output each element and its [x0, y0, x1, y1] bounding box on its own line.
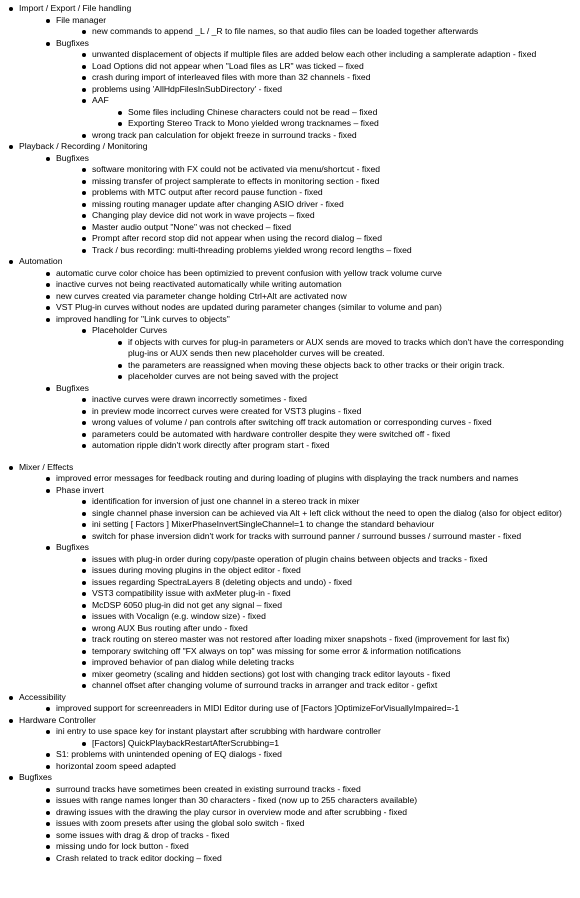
- subsection-item-text: Phase invert: [56, 484, 104, 495]
- subsection-item: [45, 795, 580, 807]
- list-item: [81, 508, 580, 520]
- bullet-list-level-3: [81, 394, 580, 452]
- list-item-text: single channel phase inversion can be achieved via Alt + left click without the need to open the dialog (also for object editor): [92, 507, 562, 518]
- list-item: [81, 646, 580, 658]
- bullet-list-level-3: [81, 164, 580, 256]
- subsection-item: [45, 807, 580, 819]
- section-heading: [8, 256, 580, 452]
- list-item-text: issues with Vocalign (e.g. window size) - fixed: [92, 611, 266, 621]
- list-item: [81, 84, 580, 96]
- list-item: [81, 565, 580, 577]
- list-item: [117, 371, 580, 383]
- subsection-item-text: Bugfixes: [56, 382, 89, 393]
- list-item-text: Exporting Stereo Track to Mono yielded wrong tracknames – fixed: [128, 118, 379, 128]
- subsection-item: [45, 542, 580, 692]
- list-item-text: the parameters are reassigned when moving these objects back to other tracks or their origin track.: [128, 359, 505, 370]
- list-item: [81, 176, 580, 188]
- list-item-text: improved behavior of pan dialog while deleting tracks: [92, 657, 295, 667]
- subsection-item-text: new curves created via parameter change holding Ctrl+Alt are activated now: [56, 290, 347, 301]
- subsection-item-text: some issues with drag & drop of tracks - fixed: [56, 829, 230, 840]
- subsection-list: [45, 268, 580, 452]
- bullet-list-level-3: [81, 26, 580, 38]
- subsection-item-text: inactive curves not being reactivated automatically while writing automation: [56, 279, 342, 289]
- subsection-item: [45, 853, 580, 865]
- subsection-item: [45, 291, 580, 303]
- subsection-item: [45, 703, 580, 715]
- subsection-item-text: issues with range names longer than 30 characters - fixed (now up to 255 characters available): [56, 795, 418, 805]
- subsection-item: [45, 314, 580, 383]
- subsection-list: [45, 153, 580, 257]
- list-item: [81, 531, 580, 543]
- list-item-text: mixer geometry (scaling and hidden sections) got lost with changing track editor layouts - fixed: [92, 668, 451, 679]
- list-item: [81, 164, 580, 176]
- list-item-text: temporary switching off "FX always on top" was missing for some error & information notifications: [92, 645, 461, 656]
- list-item-text: if objects with curves for plug-in parameters or AUX sends are moved to tracks which don't have the corresponding plug-ins or AUX sends then new placeholder curves will be created.: [128, 336, 564, 358]
- subsection-item-text: ini entry to use space key for instant playstart after scrubbing with hardware controller: [56, 726, 381, 736]
- list-item-text: unwanted displacement of objects if multiple files are added below each other including a samplerate adaption - fixed: [92, 49, 537, 59]
- list-item: [81, 245, 580, 257]
- subsection-item-text: improved error messages for feedback routing and during loading of plugins with displaying the track numbers and names: [56, 473, 519, 483]
- list-item-text: issues with plug-in order during copy/paste operation of plugin chains between objects and tracks - fixed: [92, 553, 488, 564]
- list-item-text: Placeholder Curves: [92, 325, 167, 335]
- subsection-item: [45, 473, 580, 485]
- list-item: [81, 634, 580, 646]
- list-item-text: in preview mode incorrect curves were created for VST3 plugins - fixed: [92, 405, 362, 416]
- section-list: [8, 3, 580, 864]
- subsection-item: [45, 726, 580, 749]
- list-item: [81, 600, 580, 612]
- list-item: [117, 337, 580, 360]
- list-item-text: channel offset after changing volume of surround tracks in arranger and track editor - gefixt: [92, 680, 438, 690]
- list-item: [81, 61, 580, 73]
- section-heading-text: Bugfixes: [19, 772, 52, 782]
- subsection-list: [45, 703, 580, 715]
- list-item: [81, 417, 580, 429]
- section-heading: [8, 462, 580, 692]
- subsection-item: [45, 830, 580, 842]
- subsection-list: [45, 473, 580, 692]
- bullet-list-level-4: [117, 107, 580, 130]
- list-item: [81, 406, 580, 418]
- list-item: [117, 107, 580, 119]
- list-item-text: missing transfer of project samplerate to effects in monitoring section - fixed: [92, 175, 380, 186]
- subsection-item: [45, 485, 580, 543]
- list-item-text: problems with MTC output after record pause function - fixed: [92, 187, 323, 197]
- section-heading-text: Accessibility: [19, 691, 66, 702]
- list-item-text: switch for phase inversion didn't work for tracks with surround panner / surround busses / surround master - fixed: [92, 530, 522, 541]
- subsection-item: [45, 841, 580, 853]
- list-item: [81, 233, 580, 245]
- subsection-item-text: improved support for screenreaders in MIDI Editor during use of [Factors ]OptimizeForVisuallyImpaired=-1: [56, 703, 460, 713]
- subsection-item-text: improved handling for "Link curves to objects": [56, 313, 230, 324]
- list-item-text: wrong track pan calculation for objekt freeze in surround tracks - fixed: [92, 129, 357, 140]
- list-item: [81, 72, 580, 84]
- list-item: [81, 577, 580, 589]
- section-heading: [8, 715, 580, 773]
- list-item: [81, 738, 580, 750]
- subsection-list: [45, 784, 580, 865]
- list-item: [81, 222, 580, 234]
- list-item-text: Prompt after record stop did not appear when using the record dialog – fixed: [92, 233, 382, 243]
- list-item-text: automation ripple didn't work directly after program start - fixed: [92, 440, 330, 450]
- section-heading-text: Automation: [19, 256, 63, 266]
- list-item-text: Load Options did not appear when "Load files as LR" was ticked – fixed: [92, 60, 364, 71]
- subsection-list: [45, 726, 580, 772]
- subsection-item: [45, 761, 580, 773]
- subsection-item-text: Bugfixes: [56, 152, 89, 163]
- subsection-item: [45, 784, 580, 796]
- section-heading-text: Playback / Recording / Monitoring: [19, 141, 148, 151]
- section-heading: [8, 141, 580, 256]
- list-item: [81, 210, 580, 222]
- subsection-item-text: automatic curve color choice has been optimizied to prevent confusion with yellow track volume curve: [56, 267, 442, 278]
- section-heading: [8, 772, 580, 864]
- list-item-text: placeholder curves are not being saved with the project: [128, 371, 339, 381]
- section-heading: [8, 692, 580, 715]
- list-item-text: McDSP 6050 plug-in did not get any signal – fixed: [92, 599, 282, 610]
- subsection-item: [45, 749, 580, 761]
- subsection-item: [45, 268, 580, 280]
- section-heading-text: Import / Export / File handling: [19, 3, 132, 13]
- list-item: [117, 360, 580, 372]
- list-item: [81, 49, 580, 61]
- subsection-item-text: surround tracks have sometimes been created in existing surround tracks - fixed: [56, 783, 361, 794]
- list-item-text: issues during moving plugins in the object editor - fixed: [92, 565, 301, 575]
- subsection-item-text: Bugfixes: [56, 542, 89, 552]
- subsection-item-text: missing undo for lock button - fixed: [56, 841, 189, 851]
- list-item: [81, 611, 580, 623]
- list-item: [81, 657, 580, 669]
- section-heading: [8, 3, 580, 141]
- subsection-item: [45, 15, 580, 38]
- subsection-item: [45, 38, 580, 142]
- list-item: [81, 187, 580, 199]
- list-item-text: Master audio output "None" was not checked – fixed: [92, 221, 292, 232]
- list-item: [81, 669, 580, 681]
- list-item-text: new commands to append _L / _R to file names, so that audio files can be loaded together afterwards: [92, 26, 479, 36]
- subsection-item: [45, 279, 580, 291]
- list-item: [117, 118, 580, 130]
- list-item-text: track routing on stereo master was not restored after loading mixer snapshots - fixed (improvement for last fix): [92, 634, 510, 644]
- list-item-text: inactive curves were drawn incorrectly sometimes - fixed: [92, 394, 307, 404]
- list-item-text: ini setting [ Factors ] MixerPhaseInvertSingleChannel=1 to change the standard behaviour: [92, 519, 435, 529]
- list-item: [81, 95, 580, 130]
- list-item-text: Track / bus recording: multi-threading problems yielded wrong record lengths – fixed: [92, 244, 412, 255]
- bullet-list-level-3: [81, 738, 580, 750]
- subsection-item-text: Bugfixes: [56, 37, 89, 48]
- subsection-item: [45, 153, 580, 257]
- list-item: [81, 199, 580, 211]
- list-item-text: crash during import of interleaved files with more than 32 channels - fixed: [92, 72, 371, 82]
- list-item: [81, 680, 580, 692]
- subsection-item-text: S1: problems with unintended opening of EQ dialogs - fixed: [56, 749, 282, 759]
- list-item-text: parameters could be automated with hardware controller despite they were switched off - fixed: [92, 428, 451, 439]
- list-item-text: VST3 compatibility issue with axMeter plug-in - fixed: [92, 588, 291, 598]
- section-heading-text: Mixer / Effects: [19, 461, 74, 472]
- subsection-item: [45, 818, 580, 830]
- subsection-item-text: drawing issues with the drawing the play cursor in overview mode and after scrubbing - fixed: [56, 806, 408, 817]
- list-item-text: identification for inversion of just one channel in a stereo track in mixer: [92, 496, 360, 506]
- section-heading-text: Hardware Controller: [19, 714, 96, 725]
- list-item-text: [Factors] QuickPlaybackRestartAfterScrubbing=1: [92, 737, 279, 748]
- subsection-list: [45, 15, 580, 142]
- list-item-text: problems using 'AllHdpFilesInSubDirectory' - fixed: [92, 83, 283, 94]
- list-item: [81, 440, 580, 452]
- list-item-text: missing routing manager update after changing ASIO driver - fixed: [92, 198, 344, 209]
- list-item: [81, 26, 580, 38]
- list-item-text: AAF: [92, 95, 109, 105]
- subsection-item-text: issues with zoom presets after using the global solo switch - fixed: [56, 818, 305, 828]
- list-item: [81, 325, 580, 383]
- list-item: [81, 394, 580, 406]
- subsection-item-text: horizontal zoom speed adapted: [56, 760, 176, 771]
- bullet-list-level-3: [81, 496, 580, 542]
- subsection-item-text: File manager: [56, 14, 107, 25]
- list-item: [81, 519, 580, 531]
- list-item-text: software monitoring with FX could not be activated via menu/shortcut - fixed: [92, 164, 381, 174]
- list-item: [81, 496, 580, 508]
- bullet-list-level-3: [81, 49, 580, 141]
- bullet-list-level-3: [81, 554, 580, 692]
- bullet-list-level-3: [81, 325, 580, 383]
- list-item: [81, 554, 580, 566]
- subsection-item-text: VST Plug-in curves without nodes are updated during parameter changes (similar to volume and pan): [56, 302, 442, 312]
- subsection-item: [45, 383, 580, 452]
- list-item: [81, 588, 580, 600]
- list-item-text: Changing play device did not work in wave projects – fixed: [92, 210, 315, 220]
- list-item-text: wrong AUX Bus routing after undo - fixed: [92, 622, 248, 633]
- subsection-item: [45, 302, 580, 314]
- list-item: [81, 429, 580, 441]
- list-item-text: wrong values of volume / pan controls after switching off track automation or corresponding curves - fixed: [92, 417, 492, 427]
- bullet-list-level-4: [117, 337, 580, 383]
- list-item-text: Some files including Chinese characters could not be read – fixed: [128, 106, 378, 117]
- list-item-text: issues regarding SpectraLayers 8 (deleting objects and undo) - fixed: [92, 576, 352, 587]
- list-item: [81, 130, 580, 142]
- list-item: [81, 623, 580, 635]
- subsection-item-text: Crash related to track editor docking – fixed: [56, 852, 222, 863]
